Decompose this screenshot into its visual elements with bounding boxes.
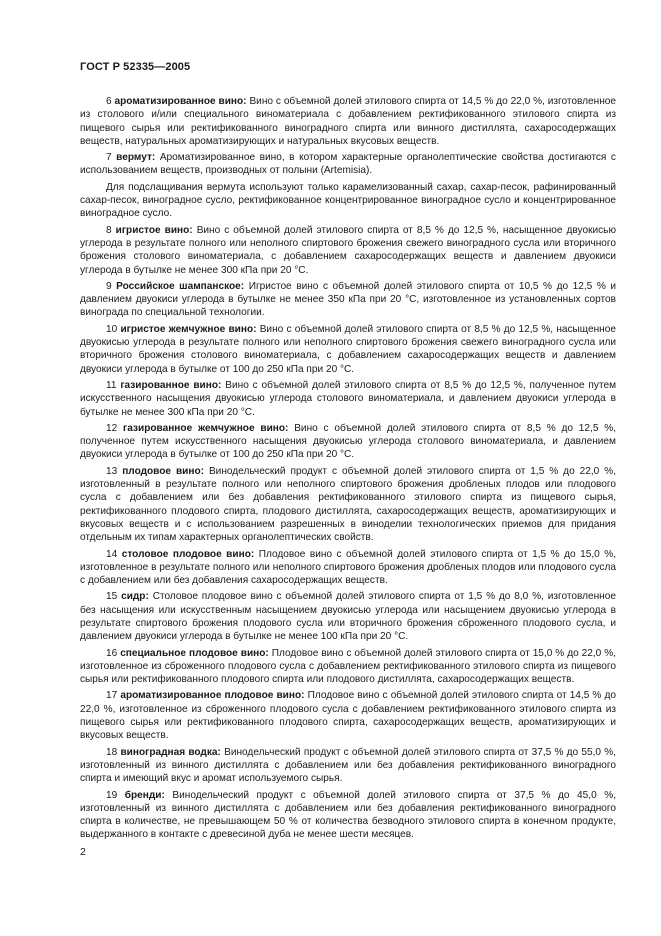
definition-number: 9 [106, 280, 112, 292]
definition-number: 13 [106, 465, 118, 477]
definition-term: сидр: [121, 591, 149, 603]
definition-paragraph [80, 465, 616, 545]
definition-text: Плодовое вино с объемной долей этилового спирта от 15,0 % до 22,0 %, изготовленное из сброженного плодового сусла с добавлением ректификованного этилового спирта из пищевого сырья или ректификованного плодового спирта или плодового дистиллята, сахаросодержащих веществ. [80, 647, 616, 686]
definition-number: 12 [106, 422, 118, 434]
definition-number: 15 [106, 591, 118, 603]
definition-number: 16 [106, 647, 118, 659]
definition-number: 17 [106, 690, 118, 702]
definition-number: 6 [106, 96, 112, 107]
definition-text: Столовое плодовое вино с объемной долей этилового спирта от 1,5 % до 8,0 %, изготовленное без насыщения или искусственным насыщением двуокисью углерода или насыщением двуокисью углерода в результате спиртового брожения плодового сусла или вторичного брожения сброженного плодового сусла, и давлением двуокиси углерода в бутылке не менее 100 кПа при 20 °С. [80, 591, 616, 643]
definition-text: Винодельческий продукт с объемной долей этилового спирта от 1,5 % до 22,0 %, изготовленный в результате полного или неполного спиртового брожения дробленых плодов или плодового сусла с добавлением или без добавления ректификованного этилового спирта из пищевого сырья, ректификованного плодового спирта, плодового дистиллята, сахаросодержащих веществ, ароматизирующих и вкусовых веществ и с использованием разрешенных в виноделии технологических приемов для придания отдельным их типам характерных органолептических свойств. [80, 465, 616, 544]
definition-paragraph [80, 590, 616, 643]
definition-text: Вино с объемной долей этилового спирта от 8,5 % до 12,5 %, насыщенное двуокисью углерода в результате полного или неполного спиртового брожения свежего виноградного сусла или вторичного брожения столового виноматериала, с добавлением сахаросодержащих веществ и давлением двуокиси углерода в бутылке от 100 до 250 кПа при 20 °С. [80, 323, 616, 375]
definition-number: 18 [106, 746, 118, 758]
definition-number: 8 [106, 224, 112, 236]
definition-term: виноградная водка: [120, 746, 221, 758]
definition-paragraph [80, 647, 616, 687]
definition-term: плодовое вино: [122, 465, 204, 477]
definition-term: ароматизированное плодовое вино: [120, 690, 305, 702]
paragraph-text: Для подслащивания вермута используют только карамелизованный сахар, сахар-песок, рафинированный сахар-песок, виноградное сусло, ректификованное концентрированное виноградное сусло и концентрированное виноградное сусло. [80, 181, 616, 220]
definition-text: Игристое вино с объемной долей этилового спирта от 10,5 % до 12,5 % и давлением двуокиси углерода в бутылке не менее 350 кПа при 20 °С, изготовленное из установленных сортов винограда по специальной технологии. [80, 280, 616, 319]
definition-term: специальное плодовое вино: [120, 647, 269, 659]
definition-text: Ароматизированное вино, в котором характерные органолептические свойства достигаются с использованием веществ, производных от полыни (Artemisia). [80, 152, 616, 177]
definition-text: Винодельческий продукт с объемной долей этилового спирта от 37,5 % до 45,0 %, изготовленный из винного дистиллята с добавлением или без добавления ректификованного виноградного спирта в количестве, не превышающем 50 % от количества безводного этилового спирта в конечном продукте, выдержанного в контакте с древесиной дуба не менее шести месяцев. [80, 789, 616, 841]
document-header: ГОСТ Р 52335—2005 [80, 61, 191, 73]
definition-text: Вино с объемной долей этилового спирта от 8,5 % до 12,5 %, насыщенное двуокисью углерода в результате полного или неполного спиртового брожения свежего виноградного сусла или вторичного брожения столового виноматериала, с добавлением сахаросодержащих веществ и давлением двуокиси углерода в бутылке не менее 300 кПа при 20 °С. [80, 224, 617, 276]
definition-paragraph [80, 224, 616, 277]
definition-text: Плодовое вино с объемной долей этилового спирта от 14,5 % до 22,0 %, изготовленное из сброженного плодового сусла с добавлением ректификованного этилового спирта из пищевого сырья или ректификованного плодового спирта, сахаросодержащих веществ, ароматизирующих и вкусовых веществ. [80, 690, 616, 742]
definition-number: 14 [106, 548, 118, 560]
definition-paragraph [80, 280, 616, 320]
definition-term: вермут: [116, 152, 156, 164]
definition-term: столовое плодовое вино: [121, 548, 255, 560]
definition-text: Вино с объемной долей этилового спирта от 14,5 % до 22,0 %, изготовленное из столового и/или специального виноматериала с добавлением ректификованного этилового спирта из пищевого сырья или ректификованного виноградного спирта или винного дистиллята, сахаросодержащих веществ, натуральных ароматизирующих и натуральных вкусовых веществ. [80, 96, 617, 147]
definition-number: 10 [106, 323, 118, 335]
definition-term: ароматизированное вино: [114, 96, 247, 107]
definition-paragraph [80, 422, 616, 462]
definition-paragraph [80, 323, 616, 376]
definition-number: 11 [106, 379, 117, 391]
note-paragraph [80, 181, 616, 221]
definition-paragraph [80, 151, 616, 178]
definition-term: газированное вино: [120, 379, 222, 391]
definition-paragraph [80, 789, 616, 842]
definition-number: 7 [106, 152, 112, 164]
definition-number: 19 [106, 789, 118, 801]
document-body [80, 95, 616, 845]
definition-term: газированное жемчужное вино: [123, 422, 289, 434]
definition-paragraph [80, 746, 616, 786]
definition-paragraph [80, 689, 616, 742]
definition-paragraph [80, 548, 616, 588]
definition-paragraph [80, 379, 616, 419]
definition-text: Вино с объемной долей этилового спирта от 8,5 % до 12,5 %, полученное путем искусственного насыщения двуокисью углерода столового виноматериала, и давлением двуокиси углерода в бутылке не менее 300 кПа при 20 °С. [80, 379, 617, 418]
definition-paragraph [80, 95, 616, 148]
definition-term: Российское шампанское: [116, 280, 245, 292]
definition-term: игристое вино: [115, 224, 193, 236]
definition-term: игристое жемчужное вино: [120, 323, 257, 335]
page-number: 2 [80, 846, 86, 858]
definition-text: Вино с объемной долей этилового спирта от 8,5 % до 12,5 %, полученное путем искусственного насыщения двуокисью углерода столового виноматериала, и давлением двуокиси углерода в бутылке от 100 до 250 кПа при 20 °С. [80, 422, 617, 461]
definition-text: Плодовое вино с объемной долей этилового спирта от 1,5 % до 15,0 %, изготовленное в результате полного или неполного спиртового брожения дробленых плодов или плодового сусла с добавлением или без добавления сахаросодержащих веществ. [80, 548, 617, 587]
definition-term: бренди: [124, 789, 165, 801]
definition-text: Винодельческий продукт с объемной долей этилового спирта от 37,5 % до 55,0 %, изготовленный из винного дистиллята с добавлением или без добавления ректификованного виноградного спирта и имеющий вкус и аромат используемого сырья. [80, 746, 616, 785]
